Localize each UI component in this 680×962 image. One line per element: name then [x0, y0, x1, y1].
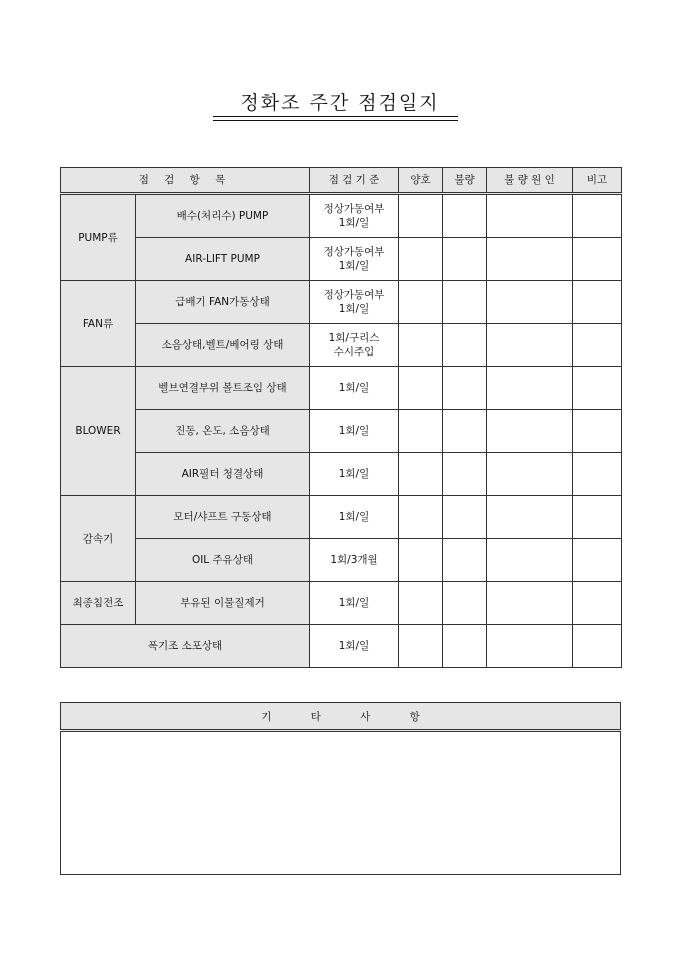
standard-cell: 정상가동여부 1회/일: [310, 238, 399, 281]
standard-cell: 1회/일: [310, 625, 399, 668]
item-cell: 진동, 온도, 소음상태: [136, 410, 310, 453]
item-cell: 소음상태,벨트/베어링 상태: [136, 324, 310, 367]
table-row: [61, 410, 622, 453]
cause-cell[interactable]: [487, 539, 573, 582]
standard-cell: 정상가동여부 1회/일: [310, 194, 399, 238]
cause-cell[interactable]: [487, 582, 573, 625]
item-cell: 급배기 FAN가동상태: [136, 281, 310, 324]
misc-content-area[interactable]: [61, 731, 621, 875]
header-bad: 불량: [443, 168, 487, 194]
bad-cell[interactable]: [443, 582, 487, 625]
table-row: [61, 539, 622, 582]
note-cell[interactable]: [573, 194, 622, 238]
note-cell[interactable]: [573, 625, 622, 668]
table-row: [61, 453, 622, 496]
table-row: [61, 582, 622, 625]
misc-header: 기 타 사 항: [61, 703, 621, 731]
good-cell[interactable]: [399, 453, 443, 496]
standard-cell: 정상가동여부 1회/일: [310, 281, 399, 324]
note-cell[interactable]: [573, 367, 622, 410]
title-underline: [213, 116, 458, 117]
header-note: 비고: [573, 168, 622, 194]
good-cell[interactable]: [399, 324, 443, 367]
category-cell: 최종침전조: [61, 582, 136, 625]
standard-cell: 1회/3개월: [310, 539, 399, 582]
note-cell[interactable]: [573, 539, 622, 582]
bad-cell[interactable]: [443, 410, 487, 453]
standard-cell: 1회/일: [310, 410, 399, 453]
table-header-row: [61, 168, 622, 194]
bad-cell[interactable]: [443, 324, 487, 367]
header-standard: 점 검 기 준: [310, 168, 399, 194]
standard-cell: 1회/일: [310, 582, 399, 625]
cause-cell[interactable]: [487, 281, 573, 324]
bad-cell[interactable]: [443, 367, 487, 410]
category-cell: FAN류: [61, 281, 136, 367]
table-row: [61, 496, 622, 539]
misc-header-row: [61, 703, 621, 731]
cause-cell[interactable]: [487, 453, 573, 496]
misc-body-row: [61, 731, 621, 875]
standard-cell: 1회/일: [310, 453, 399, 496]
item-cell: 부유된 이물질제거: [136, 582, 310, 625]
table-row: [61, 238, 622, 281]
item-cell: 배수(처리수) PUMP: [136, 194, 310, 238]
note-cell[interactable]: [573, 410, 622, 453]
table-row: [61, 324, 622, 367]
cause-cell[interactable]: [487, 324, 573, 367]
good-cell[interactable]: [399, 625, 443, 668]
category-cell: BLOWER: [61, 367, 136, 496]
standard-cell: 1회/일: [310, 367, 399, 410]
cause-cell[interactable]: [487, 367, 573, 410]
good-cell[interactable]: [399, 194, 443, 238]
category-cell: 감속기: [61, 496, 136, 582]
cause-cell[interactable]: [487, 625, 573, 668]
bad-cell[interactable]: [443, 194, 487, 238]
good-cell[interactable]: [399, 582, 443, 625]
bad-cell[interactable]: [443, 539, 487, 582]
category-cell: PUMP류: [61, 194, 136, 281]
inspection-table: [60, 167, 622, 668]
good-cell[interactable]: [399, 496, 443, 539]
header-item: 점 검 항 목: [61, 168, 310, 194]
bad-cell[interactable]: [443, 453, 487, 496]
standard-cell: 1회/구리스 수시주입: [310, 324, 399, 367]
item-cell: 모터/샤프트 구동상태: [136, 496, 310, 539]
good-cell[interactable]: [399, 367, 443, 410]
note-cell[interactable]: [573, 281, 622, 324]
cause-cell[interactable]: [487, 496, 573, 539]
header-good: 양호: [399, 168, 443, 194]
bad-cell[interactable]: [443, 625, 487, 668]
misc-notes-table: [60, 702, 621, 875]
note-cell[interactable]: [573, 238, 622, 281]
bad-cell[interactable]: [443, 238, 487, 281]
item-cell: OIL 주유상태: [136, 539, 310, 582]
note-cell[interactable]: [573, 496, 622, 539]
note-cell[interactable]: [573, 324, 622, 367]
page-title: 정화조 주간 점검일지: [240, 92, 440, 114]
note-cell[interactable]: [573, 582, 622, 625]
table-row: [61, 625, 622, 668]
header-cause: 불 량 원 인: [487, 168, 573, 194]
standard-cell: 1회/일: [310, 496, 399, 539]
note-cell[interactable]: [573, 453, 622, 496]
good-cell[interactable]: [399, 539, 443, 582]
cause-cell[interactable]: [487, 238, 573, 281]
cause-cell[interactable]: [487, 194, 573, 238]
bad-cell[interactable]: [443, 496, 487, 539]
table-row: [61, 367, 622, 410]
table-row: [61, 281, 622, 324]
item-cell: AIR-LIFT PUMP: [136, 238, 310, 281]
item-cell: 벨브연결부위 볼트조임 상태: [136, 367, 310, 410]
item-cell: AIR필터 청결상태: [136, 453, 310, 496]
good-cell[interactable]: [399, 238, 443, 281]
bad-cell[interactable]: [443, 281, 487, 324]
title-underline-second: [213, 120, 458, 121]
cause-cell[interactable]: [487, 410, 573, 453]
good-cell[interactable]: [399, 281, 443, 324]
table-row: [61, 194, 622, 238]
category-cell: 폭기조 소포상태: [61, 625, 310, 668]
good-cell[interactable]: [399, 410, 443, 453]
